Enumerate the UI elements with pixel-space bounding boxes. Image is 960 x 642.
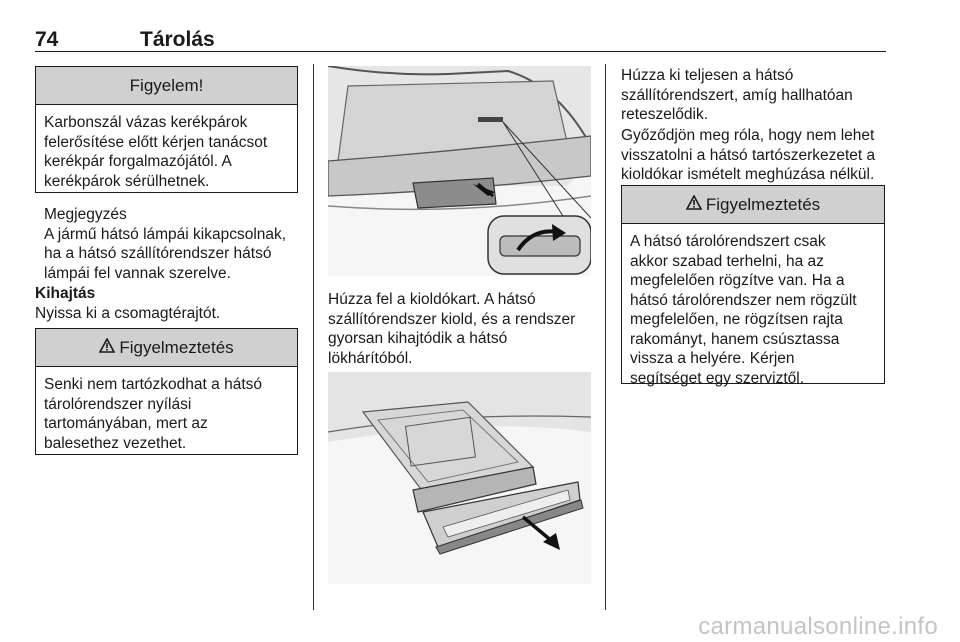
page-header [35, 28, 886, 52]
page-title: Tárolás [140, 28, 215, 51]
extend-section [35, 284, 305, 323]
release-lever-illustration [328, 66, 591, 276]
extended-carrier-illustration [328, 372, 591, 584]
caution-text: Karbonszál vázas kerékpárok felerősítése előtt kérjen tanácsot kerékpár forgalmazójától. A kerékpárok sérülhetnek. [44, 114, 268, 190]
step-extend-text: Húzza ki teljesen a hátsó szállítórendszert, amíg hallhatóan reteszelődik. [621, 67, 853, 123]
warning-title: Figyelmeztetés [705, 194, 821, 214]
warning-title: Figyelmeztetés [119, 337, 234, 357]
column-divider [605, 64, 606, 610]
warning-triangle-icon [99, 338, 115, 358]
warning-box-load [621, 185, 885, 387]
column-divider [313, 64, 314, 610]
verify-lock-text: Győződjön meg róla, hogy nem lehet visszatolni a hátsó tartószerkezetet a kioldókar ismételt meghúzása nélkül. [621, 127, 876, 183]
release-caption: Húzza fel a kioldókart. A hátsó szállítórendszer kiold, és a rendszer gyorsan kihajtódik a hátsó lökhárítóból. [328, 291, 576, 367]
extend-heading: Kihajtás [35, 285, 96, 302]
warning-text: A hátsó tárolórendszert csak akkor szabad terhelni, ha az megfelelően rögzítve van. Ha a hátsó tárolórendszer nem rögzült megfelelően, ne rögzítsen rajta rakományt, hanem csúsztassa vissza a helyére. Kérjen segítséget egy szerviztől. [630, 233, 857, 387]
warning-header [622, 186, 884, 224]
warning-box [35, 328, 298, 455]
caution-title: Figyelem! [36, 67, 297, 105]
page-number: 74 [35, 28, 59, 51]
note-block: Megjegyzés A jármű hátsó lámpái kikapcsolnak, ha a hátsó szállítórendszer hátsó lámpái fel vannak szerelve. [44, 205, 304, 283]
warning-triangle-icon [686, 195, 702, 215]
watermark: carmanualsonline.info [698, 613, 938, 640]
caution-box [35, 66, 298, 193]
warning-header [36, 329, 297, 367]
warning-text: Senki nem tartózkodhat a hátsó tárolórendszer nyílási tartományában, mert az balesethez vezethet. [44, 376, 262, 452]
note-heading: Megjegyzés [44, 206, 127, 223]
extend-text: Nyissa ki a csomagtérajtót. [35, 304, 221, 322]
